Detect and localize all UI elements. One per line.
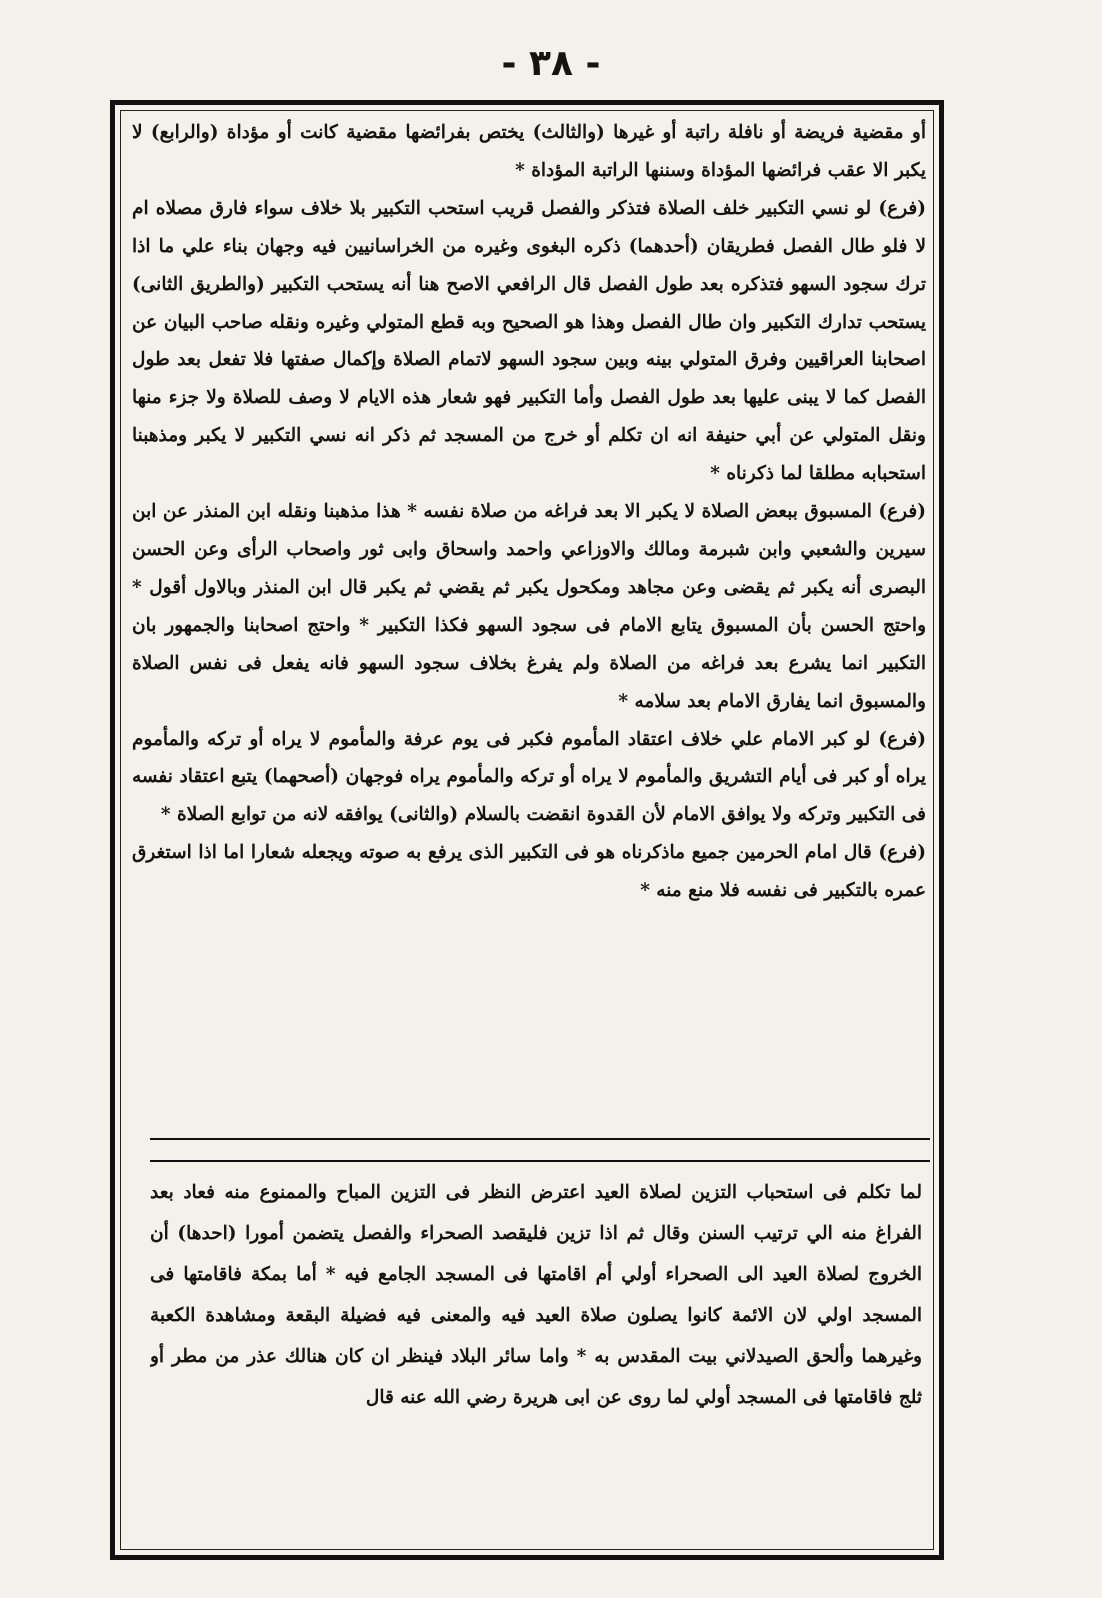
paragraph-intro: أو مقضية فريضة أو نافلة راتبة أو غيرها (والثالث) يختص بفرائضها مقضية كانت أو مؤداة (والرابع) لا يكبر الا عقب فرائضها المؤداة وسننها الراتبة المؤداة * <box>132 122 926 181</box>
separator-line <box>150 1138 930 1140</box>
commentary-text <box>150 1172 922 1552</box>
commentary-paragraph: لما تكلم فى استحباب التزين لصلاة العيد اعترض النظر فى التزين المباح والممنوع منه فعاد بعد الفراغ منه الي ترتيب السنن وقال ثم اذا تزين فليقصد الصحراء والفصل يتضمن أمورا (احدها) أن الخروج لصلاة العيد الى الصحراء أولي أم اقامتها فى المسجد الجامع فيه * أما بمكة فاقامتها فى المسجد اولي لان الائمة كانوا يصلون صلاة العيد فيه والمعنى فيه فضيلة البقعة ومشاهدة الكعبة وغيرهما وألحق الصيدلاني بيت المقدس به * واما سائر البلاد فينظر ان كان هنالك عذر من مطر أو ثلج فاقامتها فى المسجد أولي لما روى عن ابى هريرة رضي الله عنه قال <box>150 1182 922 1408</box>
paragraph-forgot-takbir: (فرع) لو نسي التكبير خلف الصلاة فتذكر والفصل قريب استحب التكبير بلا خلاف سواء فارق مصلاه ام لا فلو طال الفصل فطريقان (أحدهما) ذكره البغوى وغيره من الخراسانيين فيه وجهان بناء علي ما اذا ترك سجود السهو فتذكره بعد طول الفصل قال الرافعي الاصح هنا أنه يستحب التكبير (والطريق الثانى) يستحب تدارك التكبير وان طال الفصل وهذا هو الصحيح وبه قطع المتولي وغيره ونقله صاحب البيان عن اصحابنا العراقيين وفرق المتولي بينه وبين سجود السهو لاتمام الصلاة وإكمال صفتها فلا تفعل بعد طول الفصل كما لا يبنى عليها بعد طول الفصل وأما التكبير فهو شعار هذه الايام لا وصف للصلاة ولا جزء منها ونقل المتولي عن أبي حنيفة انه ان تكلم أو خرج من المسجد ثم ذكر انه نسي التكبير لا يكبر ومذهبنا استحبابه مطلقا لما ذكرناه * <box>132 197 926 485</box>
page-number: - ٣٨ - <box>501 43 601 84</box>
separator-line <box>150 1160 930 1162</box>
paragraph-imam-belief: (فرع) لو كبر الامام علي خلاف اعتقاد المأموم فكبر فى يوم عرفة والمأموم لا يراه أو تركه والمأموم يراه أو كبر فى أيام التشريق والمأموم لا يراه أو تركه والمأموم يراه فوجهان (أصحهما) يتبع اعتقاد نفسه فى التكبير وتركه ولا يوافق الامام لأن القدوة انقضت بالسلام (والثانى) يوافقه لانه من توابع الصلاة * <box>132 728 926 826</box>
paragraph-masbuq: (فرع) المسبوق ببعض الصلاة لا يكبر الا بعد فراغه من صلاة نفسه * هذا مذهبنا ونقله ابن المنذر عن ابن سيرين والشعبي وابن شبرمة ومالك والاوزاعي واحمد واسحاق وابى ثور واصحاب الرأى وعن الحسن البصرى أنه يكبر ثم يقضى وعن مجاهد ومكحول يكبر ثم يقضي ثم يكبر قال ابن المنذر وبالاول أقول * واحتج الحسن بأن المسبوق يتابع الامام فى سجود السهو فكذا التكبير * واحتج اصحابنا والجمهور بان التكبير انما يشرع بعد فراغه من الصلاة ولم يفرغ بخلاف سجود السهو فانه يفعل فى نفس الصلاة والمسبوق انما يفارق الامام بعد سلامه * <box>132 501 926 712</box>
main-text <box>132 114 926 1160</box>
paragraph-imam-haramayn: (فرع) قال امام الحرمين جميع ماذكرناه هو فى التكبير الذى يرفع به صوته ويجعله شعارا اما اذا استغرق عمره بالتكبير فى نفسه فلا منع منه * <box>132 842 926 902</box>
